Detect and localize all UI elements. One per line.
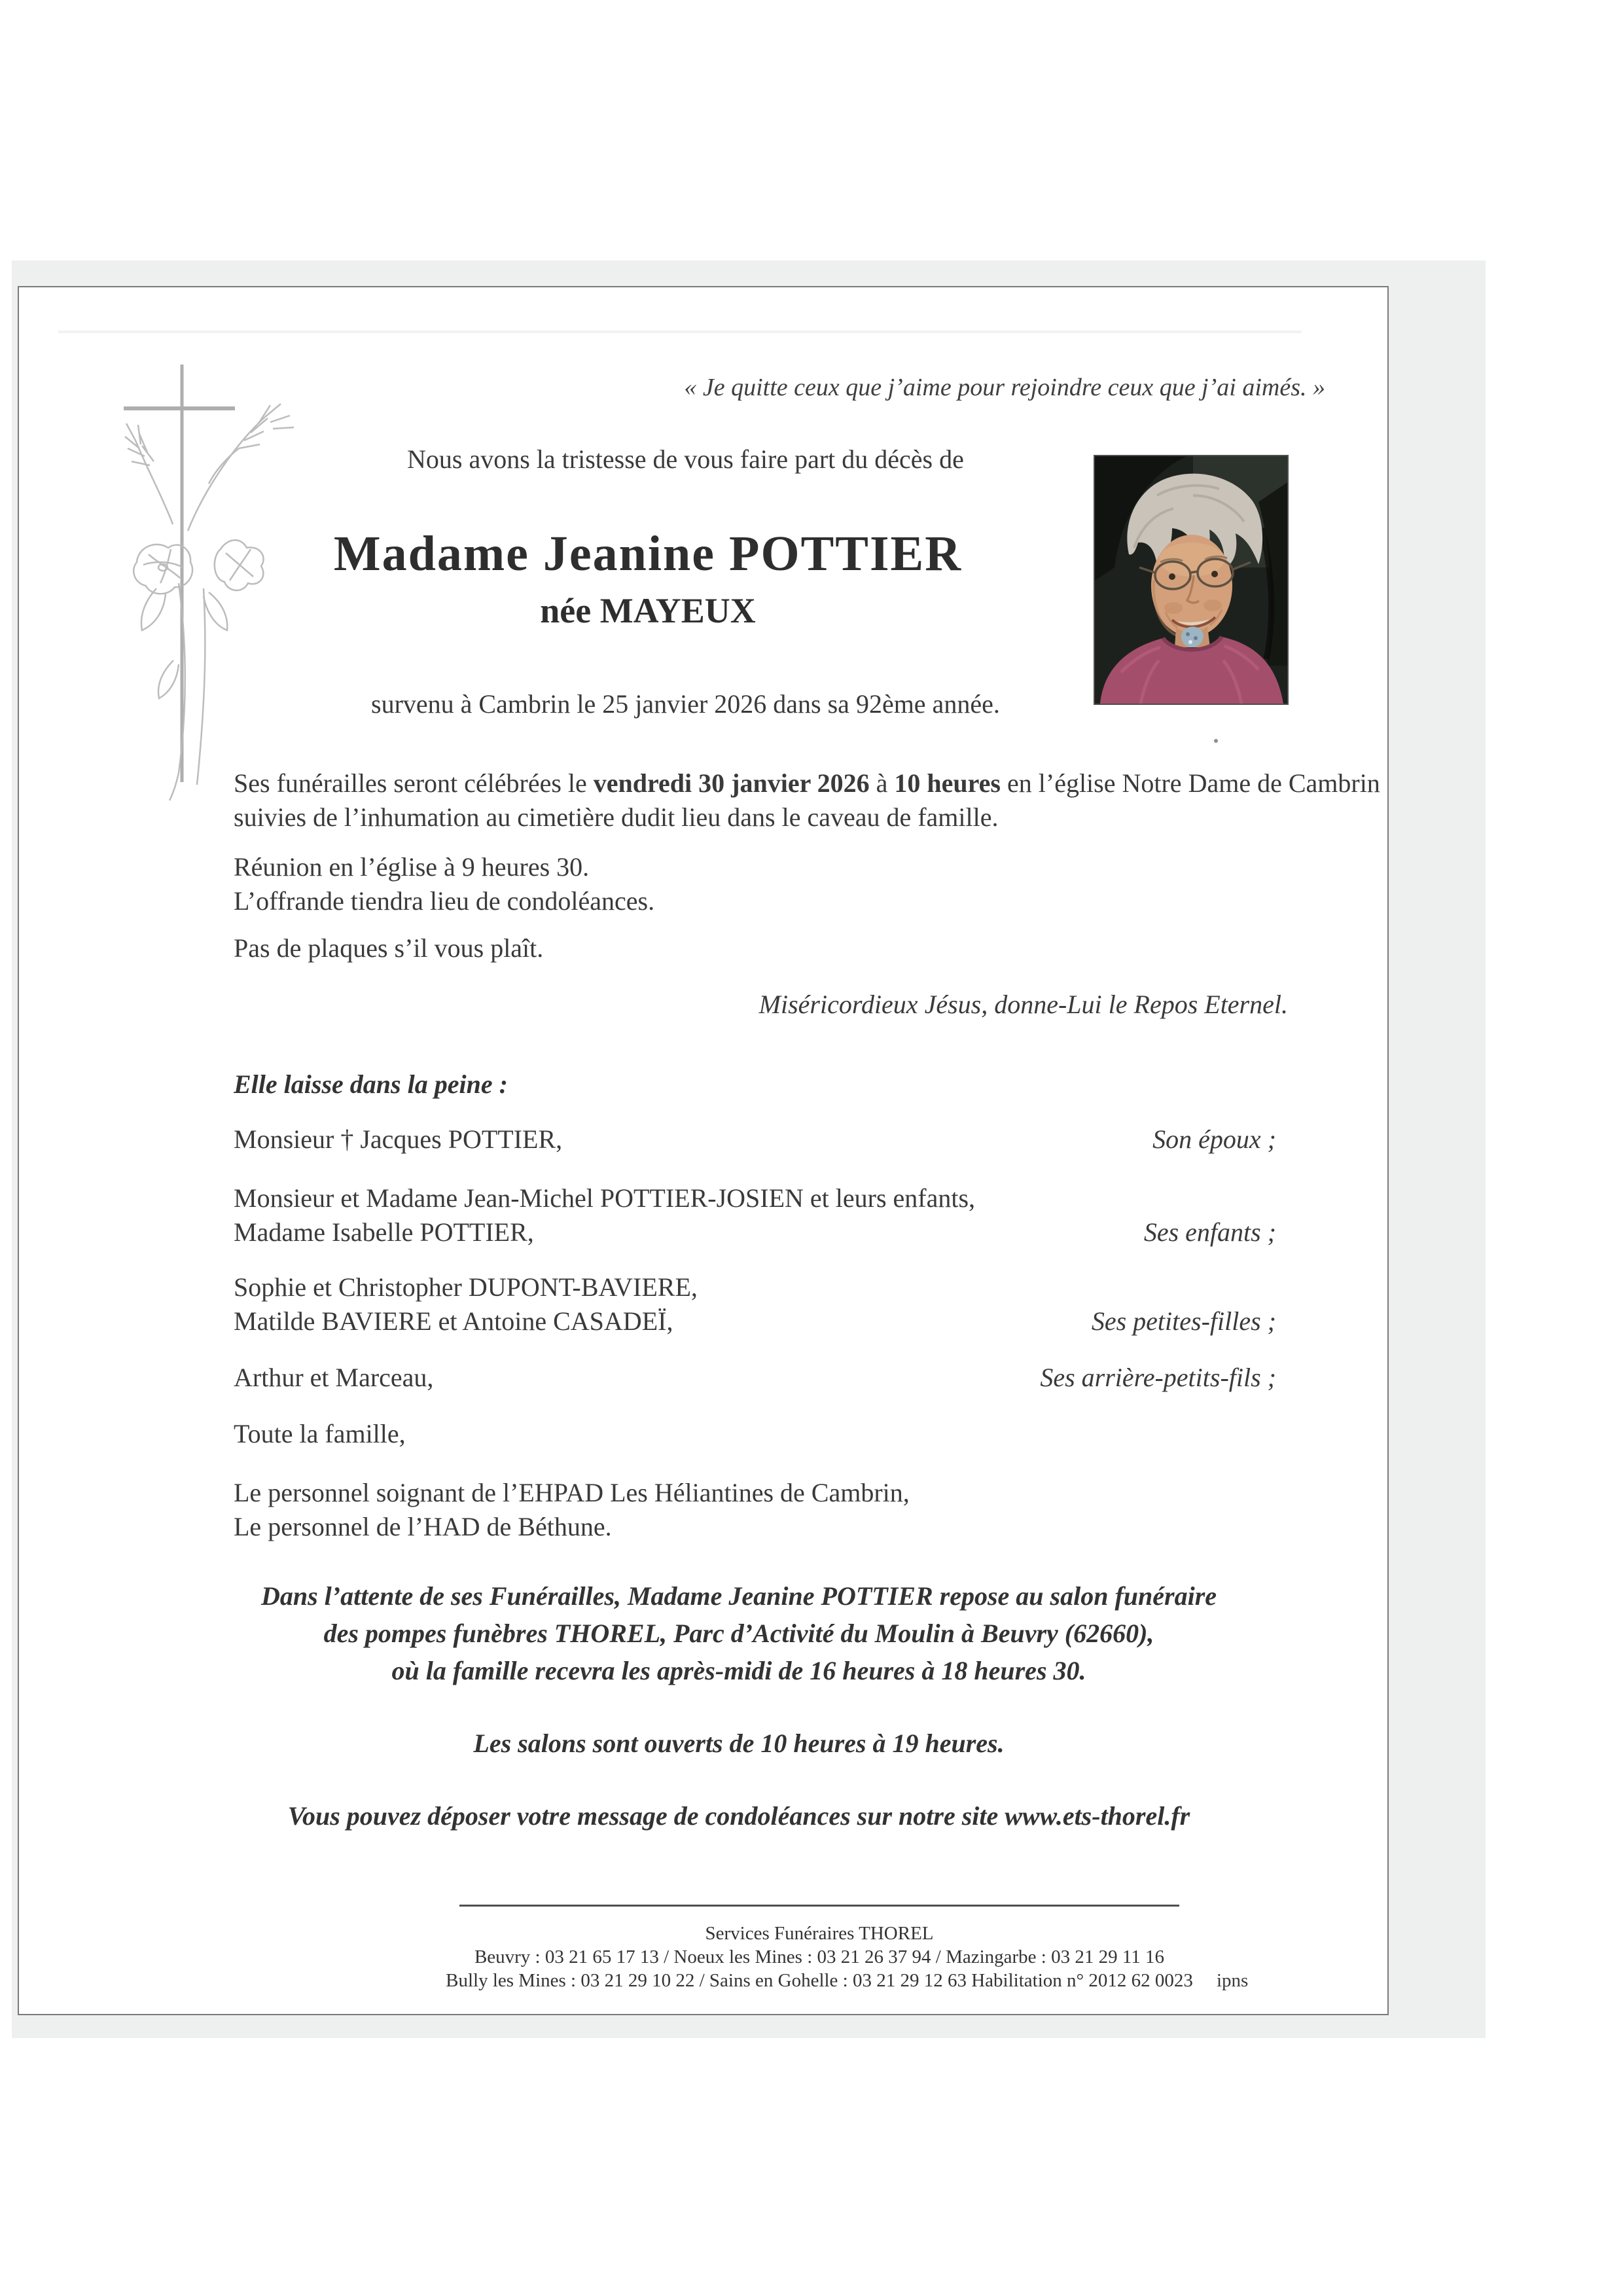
prayer-line: Miséricordieux Jésus, donne-Lui le Repos Eternel. bbox=[758, 990, 1288, 1019]
offering-line: L’offrande tiendra lieu de condoléances. bbox=[234, 886, 655, 916]
salon-info-line-1: Dans l’attente de ses Funérailles, Madame Jeanine POTTIER repose au salon funéraire bbox=[260, 1581, 1217, 1611]
funeral-text: à bbox=[869, 768, 895, 798]
salon-hours: Les salons sont ouverts de 10 heures à 19 heures. bbox=[473, 1729, 1005, 1758]
title-block bbox=[19, 523, 1277, 634]
family-relation: Son époux ; bbox=[1152, 1124, 1276, 1154]
portrait-photo bbox=[1094, 455, 1289, 705]
footer-divider bbox=[459, 1905, 1179, 1907]
ipns-note: ipns bbox=[1217, 1970, 1249, 1991]
condolence-website-line: Vous pouvez déposer votre message de condoléances sur notre site www.ets-thorel.fr bbox=[287, 1801, 1190, 1831]
staff-line-2: Le personnel de l’HAD de Béthune. bbox=[234, 1512, 612, 1541]
salon-info-line-3: où la famille recevra les après-midi de 16 heures à 18 heures 30. bbox=[391, 1656, 1086, 1685]
family-name: Monsieur † Jacques POTTIER, bbox=[234, 1124, 563, 1154]
salon-info-line-2: des pompes funèbres THOREL, Parc d’Activité du Moulin à Beuvry (62660), bbox=[323, 1619, 1154, 1648]
deceased-name: Madame Jeanine POTTIER bbox=[333, 526, 963, 581]
funeral-text: en l’église Notre Dame de Cambrin bbox=[1001, 768, 1380, 798]
maiden-name: née MAYEUX bbox=[540, 591, 756, 630]
family-header: Elle laisse dans la peine : bbox=[234, 1069, 508, 1099]
funeral-time: 10 heures bbox=[894, 768, 1001, 798]
funeral-details-line-2: suivies de l’inhumation au cimetière dudit lieu dans le caveau de famille. bbox=[234, 802, 999, 832]
funeral-date: vendredi 30 janvier 2026 bbox=[593, 768, 870, 798]
intro-line: Nous avons la tristesse de vous faire part du décès de bbox=[407, 444, 964, 474]
family-name: Matilde BAVIERE et Antoine CASADEÏ, bbox=[234, 1306, 673, 1336]
scan-dot bbox=[1214, 739, 1218, 743]
staff-line-1: Le personnel soignant de l’EHPAD Les Héliantines de Cambrin, bbox=[234, 1478, 910, 1507]
family-name: Arthur et Marceau, bbox=[234, 1363, 434, 1392]
death-date-line: survenu à Cambrin le 25 janvier 2026 dans sa 92ème année. bbox=[371, 689, 1000, 719]
funeral-home-name: Services Funéraires THOREL bbox=[705, 1923, 934, 1944]
memorial-quote: « Je quitte ceux que j’aime pour rejoindre ceux que j’ai aimés. » bbox=[684, 374, 1325, 401]
footer-contacts-1: Beuvry : 03 21 65 17 13 / Noeux les Mines : 03 21 26 37 94 / Mazingarbe : 03 21 29 11 16 bbox=[474, 1946, 1165, 1967]
family-relation: Ses arrière-petits-fils ; bbox=[1040, 1363, 1276, 1392]
funeral-details-line-1 bbox=[234, 767, 1380, 800]
family-name: Sophie et Christopher DUPONT-BAVIERE, bbox=[234, 1272, 698, 1302]
family-relation: Ses petites-filles ; bbox=[1091, 1306, 1276, 1336]
funeral-text: Ses funérailles seront célébrées le bbox=[234, 768, 594, 798]
family-extra: Toute la famille, bbox=[234, 1419, 406, 1448]
obituary-page bbox=[18, 286, 1389, 2015]
reunion-line: Réunion en l’église à 9 heures 30. bbox=[234, 852, 590, 882]
family-name: Madame Isabelle POTTIER, bbox=[234, 1217, 534, 1247]
plaques-line: Pas de plaques s’il vous plaît. bbox=[234, 933, 544, 963]
family-relation: Ses enfants ; bbox=[1143, 1217, 1276, 1247]
footer-contacts-2: Bully les Mines : 03 21 29 10 22 / Sains en Gohelle : 03 21 29 12 63 Habilitation n° 2012 62 0023 bbox=[446, 1970, 1193, 1991]
scan-artifact-line bbox=[58, 331, 1302, 333]
family-name: Monsieur et Madame Jean-Michel POTTIER-JOSIEN et leurs enfants, bbox=[234, 1183, 976, 1213]
